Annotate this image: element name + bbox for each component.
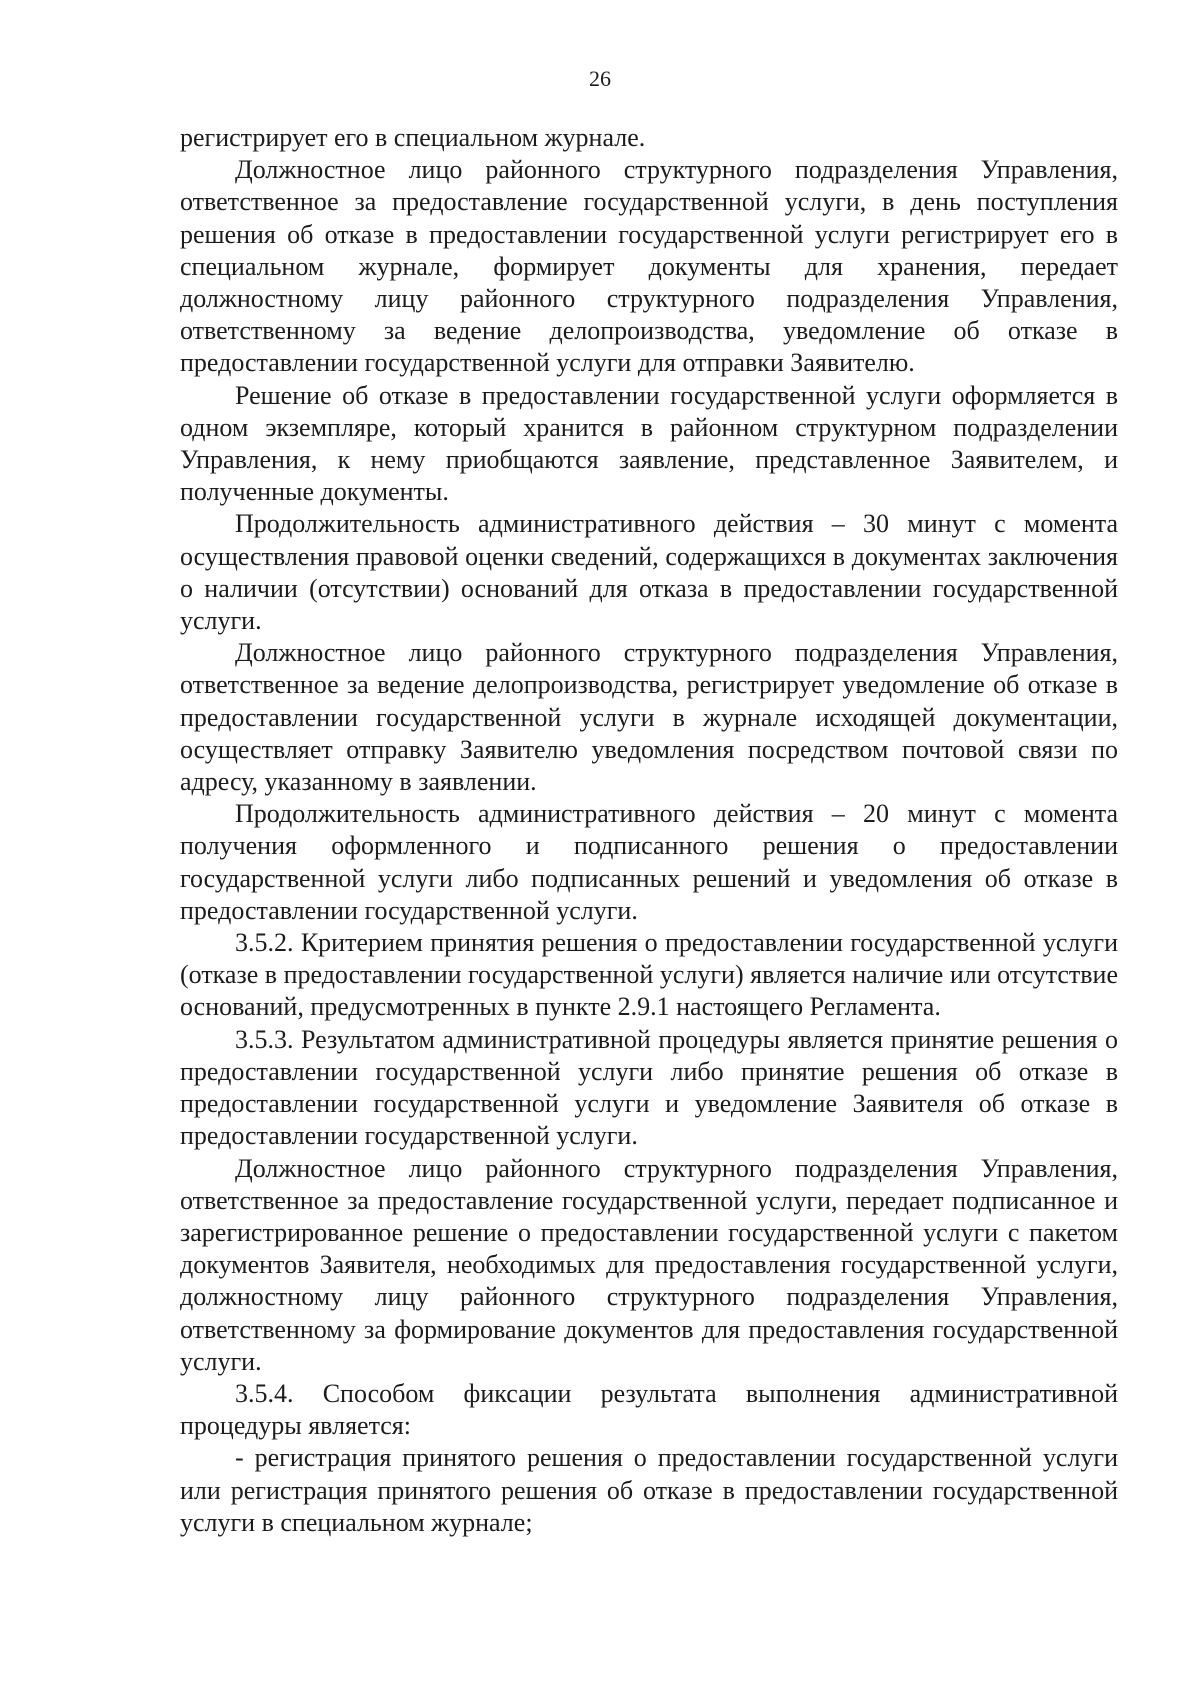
page-number: 26 xyxy=(589,66,611,91)
paragraph-continuation: регистрирует его в специальном журнале. xyxy=(180,123,646,152)
paragraph: Должностное лицо районного структурного подразделения Управления, ответственное за ведение делопроизводства, регистрирует уведомление об отказе в предоставлении государственной услуги в журнале исходящей документации, осуществляет отправку Заявителю уведомления посредством почтовой связи по адресу, указанному в заявлении. xyxy=(180,638,1118,797)
paragraph: Должностное лицо районного структурного подразделения Управления, ответственное за предоставление государственной услуги, в день поступления решения об отказе в предоставлении государственной услуги регистрирует его в специальном журнале, формирует документы для хранения, передает должностному лицу районного структурного подразделения Управления, ответственному за ведение делопроизводства, уведомление об отказе в предоставлении государственной услуги для отправки Заявителю. xyxy=(180,155,1118,378)
paragraph: Продолжительность административного действия – 30 минут с момента осуществления правовой оценки сведений, содержащихся в документах заключения о наличии (отсутствии) оснований для отказа в предоставлении государственной услуги. xyxy=(180,509,1118,636)
paragraph: Должностное лицо районного структурного подразделения Управления, ответственное за предоставление государственной услуги, передает подписанное и зарегистрированное решение о предоставлении государственной услуги с пакетом документов Заявителя, необходимых для предоставления государственной услуги, должностному лицу районного структурного подразделения Управления, ответственному за формирование документов для предоставления государственной услуги. xyxy=(180,1153,1118,1376)
paragraph-3-5-3: 3.5.3. Результатом административной процедуры является принятие решения о предоставлении государственной услуги либо принятие решения об отказе в предоставлении государственной услуги и уведомление Заявителя об отказе в предоставлении государственной услуги. xyxy=(180,1024,1118,1151)
paragraph: Решение об отказе в предоставлении государственной услуги оформляется в одном экземпляре, который хранится в районном структурном подразделении Управления, к нему приобщаются заявление, представленное Заявителем, и полученные документы. xyxy=(180,380,1118,507)
paragraph: Продолжительность административного действия – 20 минут с момента получения оформленного и подписанного решения о предоставлении государственной услуги либо подписанных решений и уведомления об отказе в предоставлении государственной услуги. xyxy=(180,799,1118,925)
document-body xyxy=(180,122,1118,1539)
paragraph-3-5-2: 3.5.2. Критерием принятия решения о предоставлении государственной услуги (отказе в предоставлении государственной услуги) является наличие или отсутствие оснований, предусмотренных в пункте 2.9.1 настоящего Регламента. xyxy=(180,928,1118,1022)
list-item: - регистрация принятого решения о предоставлении государственной услуги или регистрация принятого решения об отказе в предоставлении государственной услуги в специальном журнале; xyxy=(180,1443,1118,1537)
paragraph-3-5-4: 3.5.4. Способом фиксации результата выполнения административной процедуры является: xyxy=(180,1378,1118,1441)
